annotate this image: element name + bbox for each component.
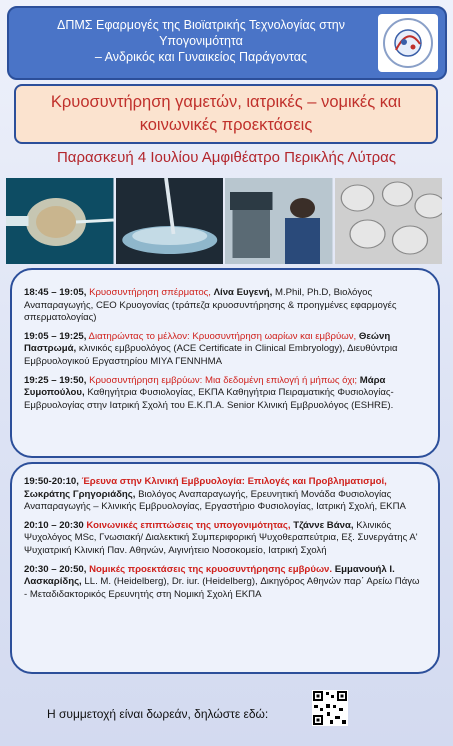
talk-topic: Έρευνα στην Κλινική Εμβρυολογία: Επιλογές και Προβληματισμοί,	[81, 476, 387, 487]
date-venue: Παρασκευή 4 Ιουλίου Αμφιθέατρο Περικλής Λύτρας	[56, 149, 397, 166]
session-1-box	[10, 268, 440, 458]
talk-details: Καθηγήτρια Φυσιολογίας, ΕΚΠΑ Καθηγήτρια Πειραματικής Φυσιολογίας-Εμβρυολογίας στην Ιατρική Σχολή του Ε.Κ.Π.Α. Senior Κλινική Εμβρυολόγος (ESHRE).	[24, 387, 394, 411]
talk-6	[24, 564, 422, 602]
talk-2	[24, 331, 420, 369]
icsi-injection-photo	[6, 178, 114, 264]
talk-topic: Κοινωνικές επιπτώσεις της υπογονιμότητας,	[86, 519, 291, 531]
session-2-box	[10, 462, 440, 674]
qr-code-icon[interactable]	[312, 690, 348, 726]
lab-dish-photo	[116, 178, 224, 264]
event-title-line1: Κρυοσυντήρηση γαμετών, ιατρικές – νομικές και	[50, 93, 402, 111]
talk-topic: Κρυοσυντήρηση σπέρματος,	[89, 287, 211, 298]
talk-speaker: Τζάννε Βάνα,	[293, 519, 354, 531]
talk-time: 19:25 – 19:50,	[24, 374, 87, 386]
talk-3	[24, 375, 420, 413]
talk-5	[24, 520, 422, 558]
talk-details: Βιολόγος Αναπαραγωγής, Ερευνητική Μονάδα Φυσιολογίας Αναπαραγωγής – Κλινικής Εμβρυολογίας, Εργαστήριο Φυσιολογίας, Ιατρική Σχολή, ΕΚΠΑ	[24, 488, 406, 513]
talk-topic: Κρυοσυντήρηση εμβρύων: Μια δεδομένη επιλογή ή μήπως όχι;	[89, 374, 358, 386]
event-title	[14, 84, 438, 144]
program-logo	[378, 14, 438, 72]
talk-speaker: Θεώνη Παστρωμά,	[24, 330, 391, 355]
talk-details: M.Phil, Ph.D, Βιολόγος Αναπαραγωγής, CEO Κρυογονίας (τράπεζα κρυοσυντήρησης & προηγμένες εφαρμογές σπερματολογίας)	[24, 287, 397, 324]
talk-4	[24, 476, 422, 514]
talk-time: 20:10 – 20:30	[24, 519, 84, 531]
talk-topic: Διατηρώντας το μέλλον: Κρυοσυντήρηση ωαρίων και εμβρύων,	[88, 330, 357, 342]
talk-details: LL. M. (Heidelberg), Dr. iur. (Heidelberg), Δικηγόρος Αθηνών παρ΄ Αρείω Πάγω - Μεταδιδακτορικός Ερευνητής στη Νομική Σχολή ΕΚΠΑ	[24, 576, 420, 600]
photo-strip	[6, 178, 442, 264]
program-title-line2: Υπογονιμότητα	[159, 34, 243, 48]
talk-speaker: Σωκράτης Γρηγοριάδης,	[24, 488, 136, 500]
lab-technician-photo	[225, 178, 333, 264]
talk-details: κλινικός εμβρυολόγος (ACE Certificate in Clinical Embryology), Διευθύντρια Εμβρυολογικού Εργαστηρίου ΜΙΥΑ ΓΕΝΝΗΜΑ	[24, 343, 398, 367]
talk-time: 19:50-20:10,	[24, 476, 79, 487]
event-title-line2: κοινωνικές προεκτάσεις	[139, 116, 313, 134]
program-title-line3: – Ανδρικός και Γυναικείος Παράγοντας	[94, 50, 308, 64]
header-banner	[7, 6, 447, 80]
embryo-cells-photo	[335, 178, 443, 264]
talk-time: 20:30 – 20:50,	[24, 563, 87, 575]
talk-time: 18:45 – 19:05,	[24, 287, 87, 298]
talk-speaker: Μάρα Συμοπούλου,	[24, 374, 386, 399]
talk-topic: Νομικές προεκτάσεις της κρυοσυντήρησης εμβρύων.	[89, 563, 333, 575]
talk-1	[24, 287, 420, 325]
talk-speaker: Λίνα Ευγενή,	[213, 287, 273, 298]
registration-text: Η συμμετοχή είναι δωρεάν, δηλώστε εδώ:	[47, 707, 269, 721]
talk-details: Κλινικός Ψυχολόγος MSc, Γνωσιακή/ Διαλεκτική Συμπεριφορική Ψυχοθεραπεύτρια, Εξ. Συνεργάτης Α' Ψυχιατρική Κλινική Παν. Αθηνών, Αιγινήτειο Νοσοκομείο, Ιατρική Σχολή	[24, 519, 418, 556]
talk-time: 19:05 – 19:25,	[24, 330, 87, 342]
talk-speaker: Εμμανουήλ Ι. Λασκαρίδης,	[24, 563, 395, 588]
program-title-line1: ΔΠΜΣ Εφαρμογές της Βιοϊατρικής Τεχνολογίας στην	[57, 18, 345, 32]
